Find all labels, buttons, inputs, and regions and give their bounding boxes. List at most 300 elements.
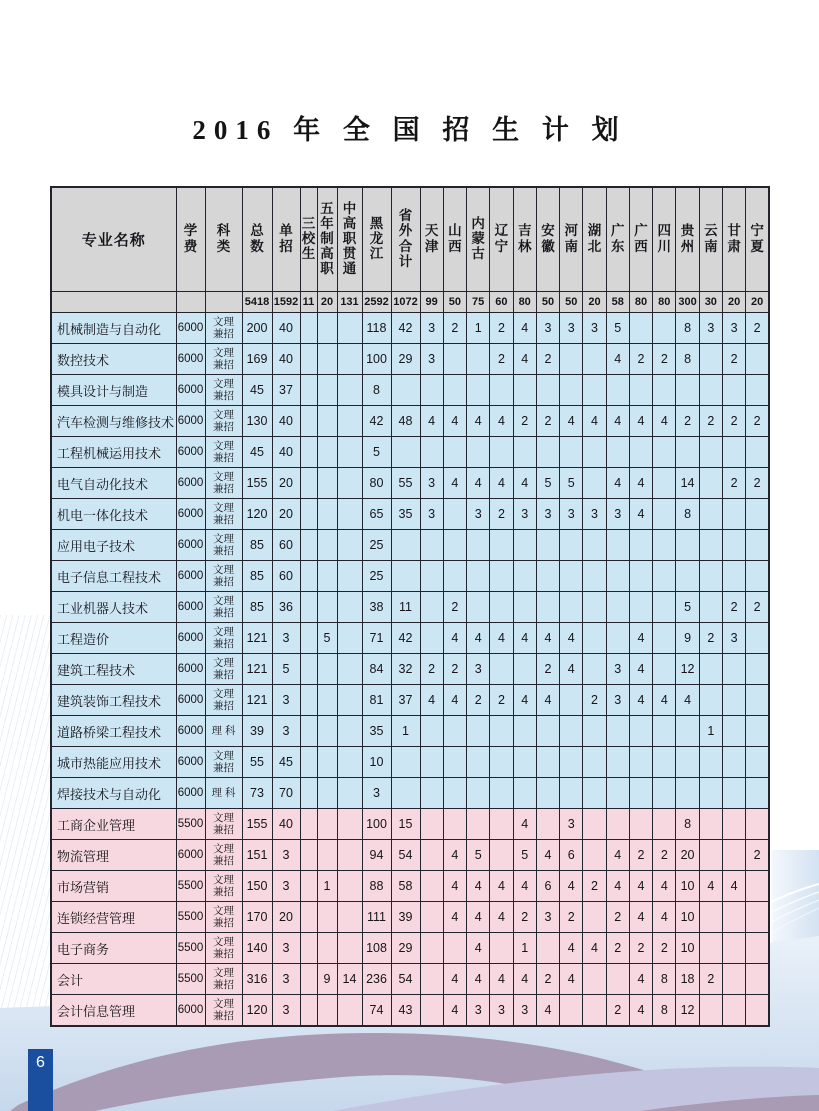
value-cell xyxy=(317,499,337,530)
category-cell: 文理兼招 xyxy=(205,747,242,778)
value-cell xyxy=(443,530,466,561)
column-header xyxy=(467,187,490,292)
value-cell: 4 xyxy=(536,840,559,871)
value-cell xyxy=(300,871,317,902)
column-header-label: 黑 龙 江 xyxy=(369,215,384,262)
column-header-label: 甘 肃 xyxy=(727,223,741,254)
value-cell xyxy=(653,654,676,685)
value-cell: 20 xyxy=(676,840,699,871)
value-cell xyxy=(606,592,629,623)
value-cell xyxy=(467,747,490,778)
value-cell: 4 xyxy=(513,685,536,716)
value-cell xyxy=(420,778,443,809)
value-cell xyxy=(536,716,559,747)
value-cell: 20 xyxy=(272,499,300,530)
value-cell xyxy=(536,778,559,809)
value-cell xyxy=(722,747,745,778)
value-cell: 4 xyxy=(606,871,629,902)
value-cell xyxy=(560,778,583,809)
column-header xyxy=(560,187,583,292)
value-cell xyxy=(699,530,722,561)
value-cell: 40 xyxy=(272,809,300,840)
value-cell xyxy=(746,530,769,561)
value-cell xyxy=(420,995,443,1027)
value-cell xyxy=(317,654,337,685)
value-cell xyxy=(629,809,652,840)
value-cell: 5 xyxy=(536,468,559,499)
value-cell: 4 xyxy=(513,623,536,654)
value-cell: 169 xyxy=(242,344,272,375)
column-header xyxy=(272,187,300,292)
value-cell xyxy=(513,530,536,561)
value-cell: 4 xyxy=(629,499,652,530)
value-cell: 2 xyxy=(513,902,536,933)
value-cell xyxy=(420,902,443,933)
value-cell xyxy=(420,623,443,654)
value-cell xyxy=(337,437,362,468)
category-cell: 文理兼招 xyxy=(205,840,242,871)
category-cell: 文理兼招 xyxy=(205,623,242,654)
value-cell xyxy=(490,778,513,809)
value-cell xyxy=(583,530,606,561)
table-row xyxy=(51,809,769,840)
value-cell: 81 xyxy=(362,685,391,716)
value-cell: 55 xyxy=(391,468,420,499)
value-cell xyxy=(337,716,362,747)
column-total: 99 xyxy=(420,292,443,313)
value-cell xyxy=(676,561,699,592)
value-cell xyxy=(606,437,629,468)
category-cell: 文理兼招 xyxy=(205,344,242,375)
value-cell: 9 xyxy=(676,623,699,654)
value-cell xyxy=(490,561,513,592)
value-cell: 121 xyxy=(242,654,272,685)
value-cell: 35 xyxy=(362,716,391,747)
value-cell: 130 xyxy=(242,406,272,437)
value-cell xyxy=(699,561,722,592)
value-cell: 4 xyxy=(467,468,490,499)
value-cell: 85 xyxy=(242,592,272,623)
value-cell xyxy=(391,437,420,468)
value-cell xyxy=(317,778,337,809)
value-cell xyxy=(300,499,317,530)
value-cell xyxy=(337,933,362,964)
value-cell: 20 xyxy=(272,468,300,499)
value-cell xyxy=(629,437,652,468)
value-cell: 4 xyxy=(699,871,722,902)
value-cell: 140 xyxy=(242,933,272,964)
value-cell xyxy=(699,778,722,809)
value-cell: 2 xyxy=(676,406,699,437)
value-cell xyxy=(317,344,337,375)
value-cell xyxy=(653,809,676,840)
value-cell xyxy=(722,964,745,995)
column-header-label: 河 南 xyxy=(564,223,578,254)
value-cell xyxy=(513,375,536,406)
column-header-label: 科 类 xyxy=(216,223,231,254)
value-cell: 4 xyxy=(513,313,536,344)
value-cell: 2 xyxy=(490,499,513,530)
value-cell xyxy=(629,530,652,561)
value-cell xyxy=(337,344,362,375)
value-cell: 4 xyxy=(443,964,466,995)
value-cell xyxy=(722,375,745,406)
value-cell: 4 xyxy=(629,871,652,902)
value-cell: 155 xyxy=(242,809,272,840)
value-cell: 2 xyxy=(722,344,745,375)
value-cell: 8 xyxy=(676,499,699,530)
value-cell xyxy=(746,747,769,778)
value-cell: 54 xyxy=(391,840,420,871)
value-cell: 5 xyxy=(676,592,699,623)
value-cell xyxy=(746,344,769,375)
value-cell xyxy=(676,437,699,468)
column-total: 75 xyxy=(467,292,490,313)
value-cell: 3 xyxy=(699,313,722,344)
page-title: 2016 年 全 国 招 生 计 划 xyxy=(192,115,627,145)
value-cell xyxy=(391,747,420,778)
major-cell: 物流管理 xyxy=(51,840,176,871)
value-cell: 8 xyxy=(676,313,699,344)
value-cell: 4 xyxy=(443,468,466,499)
value-cell xyxy=(467,561,490,592)
column-total: 80 xyxy=(629,292,652,313)
column-header xyxy=(443,187,466,292)
value-cell xyxy=(583,995,606,1027)
value-cell: 43 xyxy=(391,995,420,1027)
value-cell: 2 xyxy=(560,902,583,933)
column-total: 20 xyxy=(583,292,606,313)
value-cell: 8 xyxy=(653,964,676,995)
value-cell: 10 xyxy=(676,871,699,902)
table-row xyxy=(51,530,769,561)
value-cell xyxy=(467,437,490,468)
value-cell: 2 xyxy=(443,313,466,344)
value-cell xyxy=(746,499,769,530)
value-cell: 2 xyxy=(536,344,559,375)
column-total: 1072 xyxy=(391,292,420,313)
value-cell xyxy=(560,530,583,561)
value-cell xyxy=(337,530,362,561)
column-header-label: 广 东 xyxy=(611,223,625,254)
value-cell xyxy=(391,778,420,809)
value-cell xyxy=(653,561,676,592)
column-header xyxy=(337,187,362,292)
value-cell: 2 xyxy=(583,685,606,716)
major-cell: 电子商务 xyxy=(51,933,176,964)
value-cell xyxy=(337,592,362,623)
table-row xyxy=(51,902,769,933)
tuition-cell: 6000 xyxy=(176,592,205,623)
value-cell xyxy=(317,561,337,592)
value-cell: 4 xyxy=(606,406,629,437)
value-cell xyxy=(337,313,362,344)
value-cell xyxy=(699,375,722,406)
column-header xyxy=(653,187,676,292)
value-cell: 3 xyxy=(272,933,300,964)
value-cell: 2 xyxy=(746,840,769,871)
major-cell: 焊接技术与自动化 xyxy=(51,778,176,809)
value-cell: 4 xyxy=(443,685,466,716)
value-cell: 4 xyxy=(467,933,490,964)
value-cell: 37 xyxy=(272,375,300,406)
value-cell: 2 xyxy=(536,654,559,685)
value-cell xyxy=(699,747,722,778)
value-cell: 14 xyxy=(676,468,699,499)
value-cell xyxy=(722,716,745,747)
value-cell xyxy=(337,623,362,654)
value-cell xyxy=(337,902,362,933)
column-header-label: 吉 林 xyxy=(517,223,532,254)
value-cell xyxy=(746,902,769,933)
value-cell: 2 xyxy=(629,344,652,375)
value-cell xyxy=(443,499,466,530)
column-header-label: 天 津 xyxy=(424,223,439,254)
value-cell xyxy=(722,995,745,1027)
value-cell: 2 xyxy=(653,933,676,964)
value-cell: 4 xyxy=(490,468,513,499)
value-cell xyxy=(420,437,443,468)
value-cell xyxy=(746,623,769,654)
value-cell: 4 xyxy=(676,685,699,716)
table-row xyxy=(51,933,769,964)
value-cell xyxy=(629,716,652,747)
value-cell: 4 xyxy=(536,685,559,716)
value-cell: 4 xyxy=(560,933,583,964)
value-cell: 4 xyxy=(490,623,513,654)
table-row xyxy=(51,778,769,809)
value-cell xyxy=(300,840,317,871)
value-cell: 1 xyxy=(699,716,722,747)
column-header-label: 湖 北 xyxy=(587,223,602,254)
value-cell xyxy=(676,716,699,747)
tuition-cell: 6000 xyxy=(176,468,205,499)
value-cell xyxy=(583,654,606,685)
value-cell xyxy=(490,747,513,778)
value-cell xyxy=(699,437,722,468)
column-total: 30 xyxy=(699,292,722,313)
value-cell xyxy=(606,747,629,778)
value-cell: 2 xyxy=(746,313,769,344)
tuition-cell: 6000 xyxy=(176,375,205,406)
value-cell xyxy=(443,375,466,406)
value-cell xyxy=(560,685,583,716)
value-cell xyxy=(629,375,652,406)
value-cell xyxy=(300,375,317,406)
value-cell: 2 xyxy=(746,592,769,623)
value-cell: 4 xyxy=(443,623,466,654)
value-cell: 15 xyxy=(391,809,420,840)
value-cell xyxy=(443,344,466,375)
value-cell xyxy=(337,778,362,809)
value-cell: 14 xyxy=(337,964,362,995)
value-cell: 12 xyxy=(676,995,699,1027)
page-number: 6 xyxy=(28,1049,53,1111)
major-cell: 机械制造与自动化 xyxy=(51,313,176,344)
column-header xyxy=(490,187,513,292)
value-cell xyxy=(300,685,317,716)
value-cell xyxy=(420,747,443,778)
major-cell: 模具设计与制造 xyxy=(51,375,176,406)
value-cell xyxy=(653,716,676,747)
major-cell: 城市热能应用技术 xyxy=(51,747,176,778)
value-cell xyxy=(317,530,337,561)
value-cell: 111 xyxy=(362,902,391,933)
table-row xyxy=(51,406,769,437)
value-cell xyxy=(300,778,317,809)
value-cell: 108 xyxy=(362,933,391,964)
value-cell xyxy=(606,778,629,809)
tuition-cell: 5500 xyxy=(176,809,205,840)
value-cell: 2 xyxy=(699,406,722,437)
column-header-label: 学 费 xyxy=(183,223,198,254)
value-cell: 55 xyxy=(242,747,272,778)
tuition-cell: 5500 xyxy=(176,871,205,902)
value-cell: 4 xyxy=(583,406,606,437)
value-cell xyxy=(317,747,337,778)
value-cell xyxy=(513,654,536,685)
value-cell: 8 xyxy=(362,375,391,406)
value-cell xyxy=(676,375,699,406)
value-cell xyxy=(317,313,337,344)
major-cell: 会计信息管理 xyxy=(51,995,176,1027)
value-cell: 170 xyxy=(242,902,272,933)
column-header-label: 广 西 xyxy=(634,223,648,254)
value-cell xyxy=(583,716,606,747)
value-cell: 38 xyxy=(362,592,391,623)
major-cell: 应用电子技术 xyxy=(51,530,176,561)
value-cell xyxy=(629,561,652,592)
column-header-label: 单 招 xyxy=(279,223,293,254)
value-cell xyxy=(536,592,559,623)
value-cell: 2 xyxy=(467,685,490,716)
value-cell xyxy=(467,778,490,809)
value-cell xyxy=(746,964,769,995)
value-cell: 5 xyxy=(272,654,300,685)
value-cell xyxy=(560,747,583,778)
column-header xyxy=(362,187,391,292)
value-cell: 4 xyxy=(420,685,443,716)
value-cell xyxy=(337,871,362,902)
value-cell: 54 xyxy=(391,964,420,995)
value-cell: 4 xyxy=(443,995,466,1027)
value-cell xyxy=(317,406,337,437)
value-cell xyxy=(443,933,466,964)
value-cell xyxy=(583,623,606,654)
value-cell: 5 xyxy=(317,623,337,654)
value-cell: 3 xyxy=(272,840,300,871)
value-cell xyxy=(467,530,490,561)
value-cell: 2 xyxy=(490,344,513,375)
value-cell xyxy=(337,685,362,716)
value-cell xyxy=(583,592,606,623)
value-cell: 6 xyxy=(560,840,583,871)
value-cell xyxy=(300,809,317,840)
value-cell xyxy=(746,654,769,685)
value-cell xyxy=(443,716,466,747)
value-cell xyxy=(722,933,745,964)
value-cell xyxy=(583,437,606,468)
value-cell xyxy=(536,933,559,964)
value-cell xyxy=(560,437,583,468)
value-cell: 2 xyxy=(722,406,745,437)
value-cell xyxy=(653,437,676,468)
value-cell xyxy=(300,437,317,468)
value-cell: 3 xyxy=(536,313,559,344)
value-cell: 4 xyxy=(513,809,536,840)
column-header: 专业名称 xyxy=(51,187,176,292)
value-cell: 4 xyxy=(443,902,466,933)
value-cell: 3 xyxy=(272,995,300,1027)
value-cell: 2 xyxy=(606,995,629,1027)
value-cell xyxy=(536,530,559,561)
value-cell: 42 xyxy=(391,623,420,654)
table-row xyxy=(51,592,769,623)
value-cell xyxy=(300,468,317,499)
value-cell: 4 xyxy=(513,468,536,499)
column-total: 5418 xyxy=(242,292,272,313)
tuition-cell: 6000 xyxy=(176,778,205,809)
value-cell: 2 xyxy=(722,468,745,499)
value-cell xyxy=(536,437,559,468)
value-cell: 4 xyxy=(653,871,676,902)
value-cell xyxy=(300,933,317,964)
value-cell xyxy=(443,437,466,468)
value-cell: 29 xyxy=(391,933,420,964)
value-cell: 48 xyxy=(391,406,420,437)
table-row xyxy=(51,840,769,871)
value-cell xyxy=(560,375,583,406)
major-cell: 数控技术 xyxy=(51,344,176,375)
tuition-cell: 5500 xyxy=(176,902,205,933)
value-cell xyxy=(722,840,745,871)
value-cell xyxy=(699,809,722,840)
value-cell xyxy=(513,561,536,592)
column-total: 20 xyxy=(746,292,769,313)
value-cell xyxy=(490,654,513,685)
value-cell: 4 xyxy=(560,964,583,995)
category-cell: 文理兼招 xyxy=(205,871,242,902)
value-cell: 29 xyxy=(391,344,420,375)
value-cell: 8 xyxy=(653,995,676,1027)
value-cell xyxy=(583,964,606,995)
tuition-cell: 6000 xyxy=(176,654,205,685)
value-cell: 2 xyxy=(443,654,466,685)
value-cell: 1 xyxy=(513,933,536,964)
value-cell: 70 xyxy=(272,778,300,809)
value-cell xyxy=(300,964,317,995)
value-cell xyxy=(676,778,699,809)
value-cell: 80 xyxy=(362,468,391,499)
value-cell: 60 xyxy=(272,561,300,592)
value-cell: 65 xyxy=(362,499,391,530)
value-cell: 5 xyxy=(513,840,536,871)
value-cell: 25 xyxy=(362,561,391,592)
value-cell: 3 xyxy=(420,468,443,499)
value-cell: 150 xyxy=(242,871,272,902)
value-cell xyxy=(676,530,699,561)
value-cell xyxy=(746,437,769,468)
value-cell xyxy=(606,623,629,654)
table-row xyxy=(51,716,769,747)
value-cell: 3 xyxy=(722,623,745,654)
value-cell: 4 xyxy=(560,406,583,437)
major-cell: 机电一体化技术 xyxy=(51,499,176,530)
value-cell xyxy=(420,561,443,592)
value-cell xyxy=(300,344,317,375)
value-cell: 2 xyxy=(420,654,443,685)
value-cell xyxy=(317,375,337,406)
